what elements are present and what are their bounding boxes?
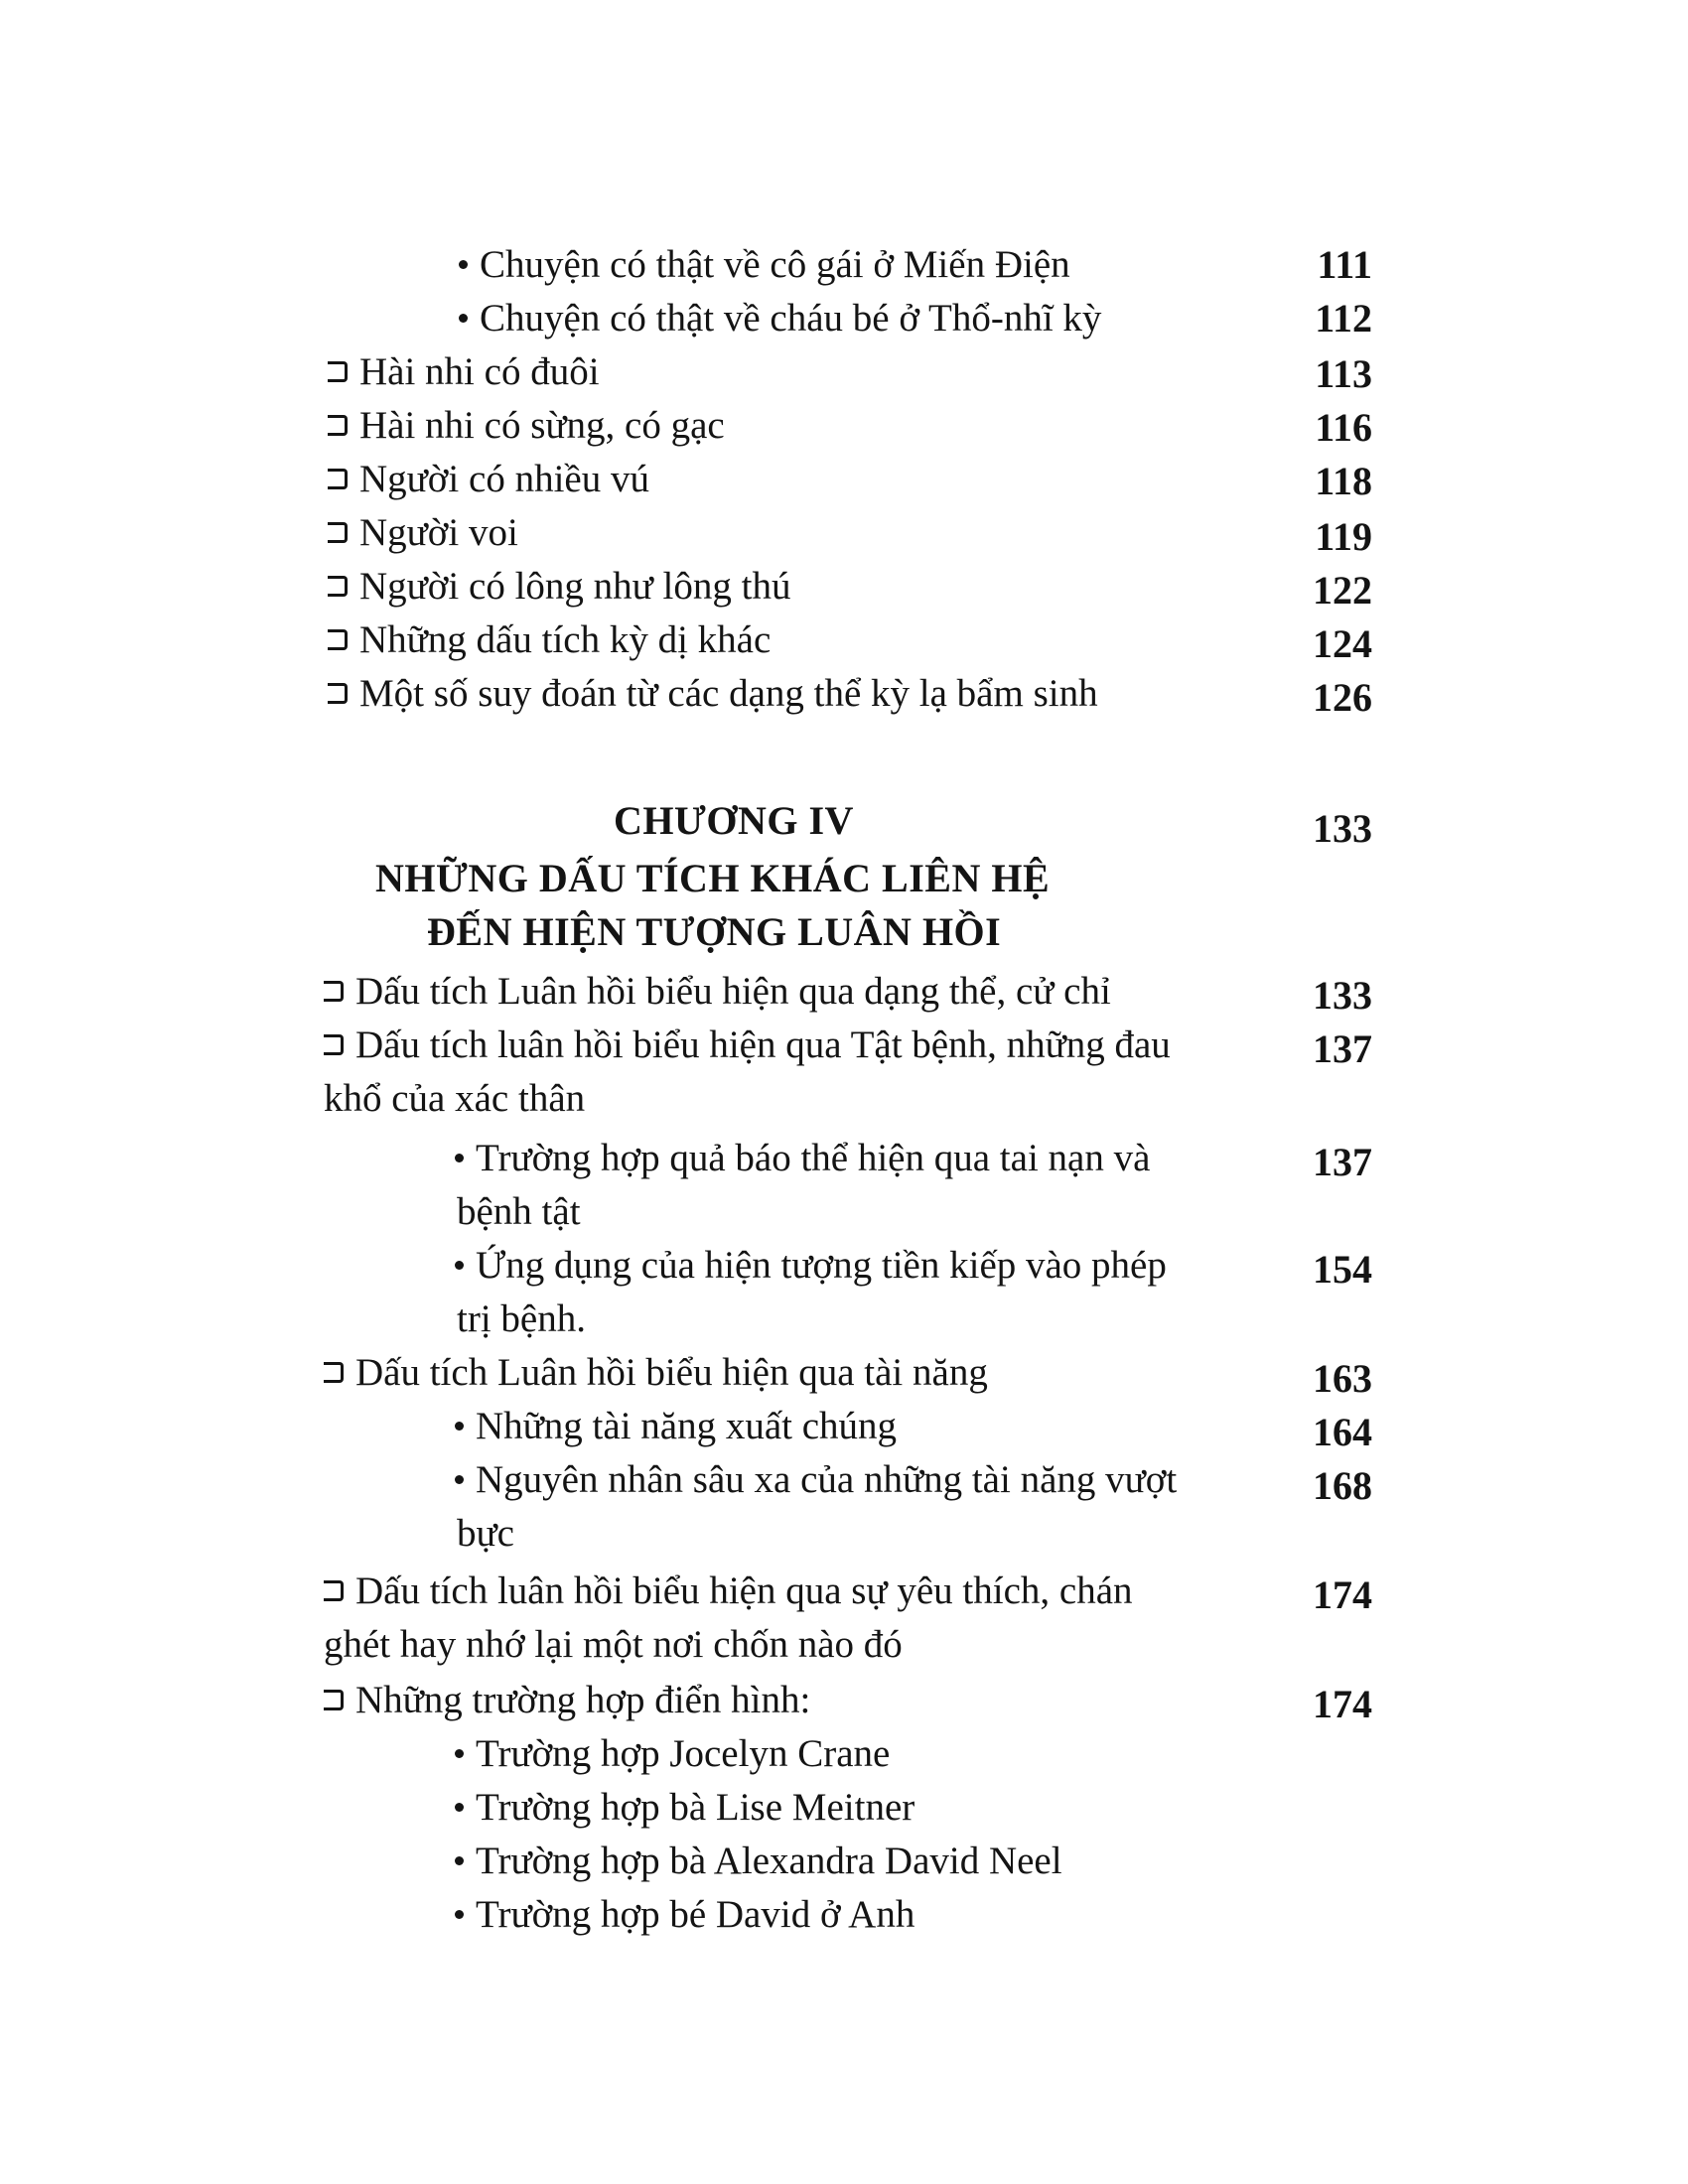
page-number: 163 <box>1313 1356 1372 1401</box>
toc-entry: Những trường hợp điển hình: <box>324 1674 810 1727</box>
bullet-icon <box>455 1749 464 1758</box>
box-bullet-icon <box>324 1580 344 1601</box>
page-number: 137 <box>1313 1026 1372 1071</box>
toc-entry: Chuyện có thật về cháu bé ở Thổ-nhĩ kỳ <box>459 292 1101 345</box>
toc-entry: Trường hợp quả báo thể hiện qua tai nạn và <box>455 1132 1150 1185</box>
box-bullet-icon <box>328 629 348 650</box>
toc-entry: Dấu tích Luân hồi biểu hiện qua tài năng <box>324 1346 988 1400</box>
toc-entry-continuation: khổ của xác thân <box>324 1077 586 1120</box>
toc-entry: Trường hợp Jocelyn Crane <box>455 1727 890 1781</box>
toc-entry-continuation: bệnh tật <box>457 1190 581 1233</box>
box-bullet-icon <box>328 415 348 436</box>
page-number: 168 <box>1313 1463 1372 1508</box>
toc-entry: Chuyện có thật về cô gái ở Miến Điện <box>459 238 1070 292</box>
toc-entry: Người voi <box>328 506 518 560</box>
toc-entry: Dấu tích luân hồi biểu hiện qua sự yêu thích, chán <box>324 1565 1133 1618</box>
page-number: 126 <box>1313 675 1372 720</box>
page-number: 133 <box>1313 973 1372 1018</box>
box-bullet-icon <box>324 1690 344 1710</box>
bullet-icon <box>455 1261 464 1270</box>
box-bullet-icon <box>324 1362 344 1383</box>
bullet-icon <box>455 1803 464 1812</box>
chapter-label: CHƯƠNG IV <box>614 798 854 843</box>
toc-entry: Một số suy đoán từ các dạng thể kỳ lạ bẩm sinh <box>328 667 1098 721</box>
page-number: 164 <box>1313 1410 1372 1454</box>
toc-entry: Hài nhi có sừng, có gạc <box>328 399 725 453</box>
page-number: 174 <box>1313 1572 1372 1617</box>
bullet-icon <box>455 1856 464 1865</box>
box-bullet-icon <box>328 361 348 382</box>
toc-entry: Người có nhiều vú <box>328 453 649 506</box>
toc-entry: Dấu tích Luân hồi biểu hiện qua dạng thể, cử chỉ <box>324 965 1111 1019</box>
toc-entry: Dấu tích luân hồi biểu hiện qua Tật bệnh, những đau <box>324 1019 1171 1072</box>
toc-entry: Ứng dụng của hiện tượng tiền kiếp vào phép <box>455 1239 1167 1293</box>
box-bullet-icon <box>328 576 348 597</box>
toc-entry: Nguyên nhân sâu xa của những tài năng vượt <box>455 1453 1177 1507</box>
bullet-icon <box>455 1422 464 1431</box>
page-number: 112 <box>1315 296 1372 341</box>
page-number: 116 <box>1315 405 1372 450</box>
chapter-page-number: 133 <box>1313 806 1372 851</box>
chapter-title-line1: NHỮNG DẤU TÍCH KHÁC LIÊN HỆ <box>375 856 1051 900</box>
toc-entry: Những dấu tích kỳ dị khác <box>328 614 771 667</box>
page-number: 119 <box>1315 514 1372 559</box>
box-bullet-icon <box>324 1034 344 1055</box>
bullet-icon <box>455 1475 464 1484</box>
bullet-icon <box>455 1910 464 1919</box>
toc-entry: Người có lông như lông thú <box>328 560 790 614</box>
page-number: 111 <box>1317 242 1372 287</box>
toc-entry-continuation: trị bệnh. <box>457 1297 586 1340</box>
chapter-title-line2: ĐẾN HIỆN TƯỢNG LUÂN HỒI <box>427 909 1002 954</box>
toc-entry-continuation: bực <box>457 1512 514 1555</box>
page-number: 174 <box>1313 1682 1372 1726</box>
page-number: 137 <box>1313 1140 1372 1184</box>
box-bullet-icon <box>328 522 348 543</box>
toc-entry: Trường hợp bà Lise Meitner <box>455 1781 914 1835</box>
bullet-icon <box>455 1154 464 1162</box>
toc-entry: Những tài năng xuất chúng <box>455 1400 897 1453</box>
page-number: 122 <box>1313 568 1372 613</box>
page-number: 118 <box>1315 459 1372 503</box>
page-number: 154 <box>1313 1247 1372 1292</box>
toc-entry-continuation: ghét hay nhớ lại một nơi chốn nào đó <box>324 1623 903 1666</box>
bullet-icon <box>459 314 468 323</box>
box-bullet-icon <box>324 981 344 1002</box>
page-number: 124 <box>1313 621 1372 666</box>
page-number: 113 <box>1315 351 1372 396</box>
toc-entry: Trường hợp bé David ở Anh <box>455 1888 914 1942</box>
box-bullet-icon <box>328 469 348 489</box>
toc-entry: Hài nhi có đuôi <box>328 345 600 399</box>
toc-entry: Trường hợp bà Alexandra David Neel <box>455 1835 1062 1888</box>
box-bullet-icon <box>328 683 348 704</box>
bullet-icon <box>459 260 468 269</box>
